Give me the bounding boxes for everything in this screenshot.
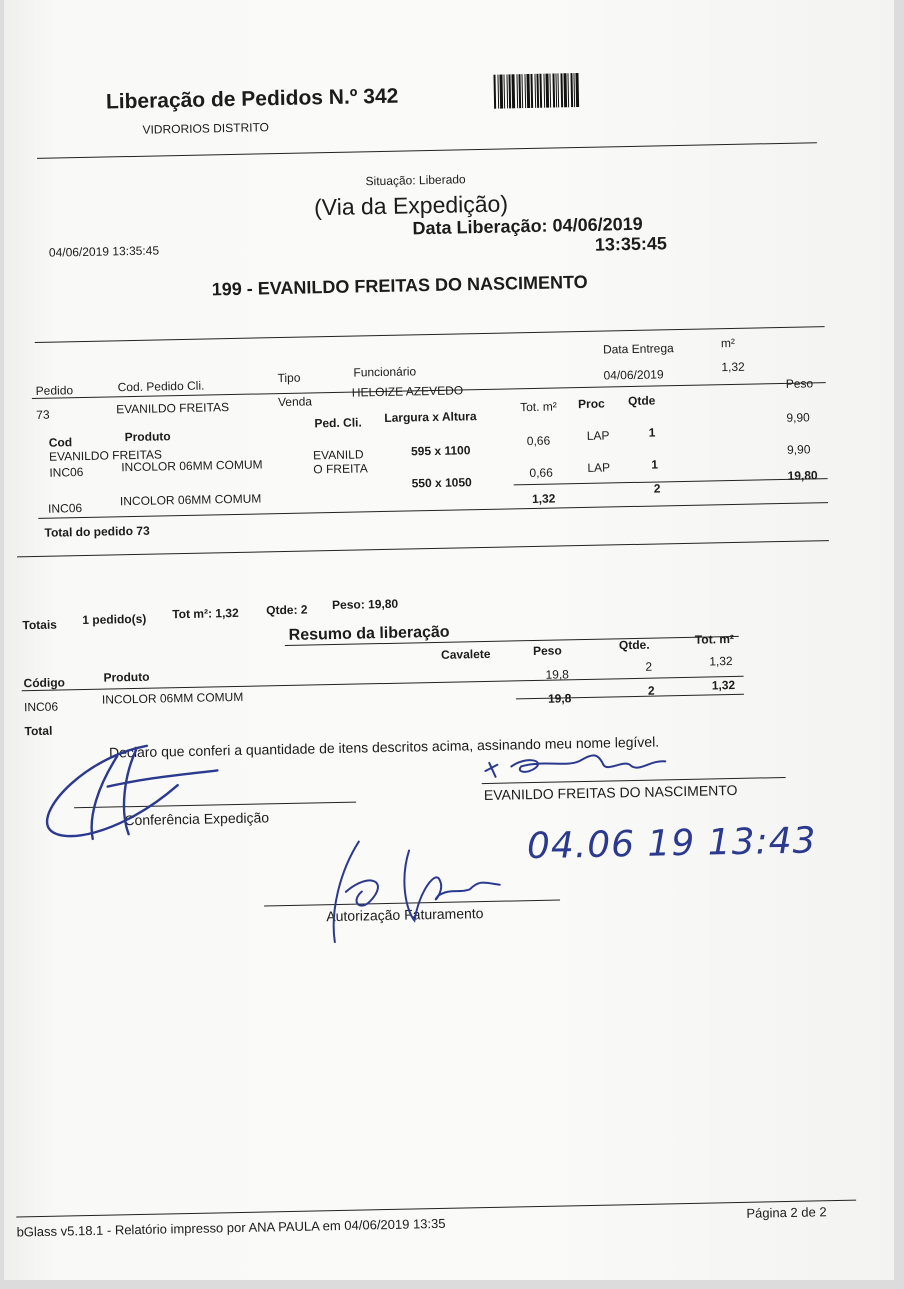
order-pedido: 73 <box>36 407 50 422</box>
item2-cod: INC06 <box>47 501 83 516</box>
resumo-col-codigo: Código <box>23 675 66 691</box>
barcode-bar <box>567 73 569 107</box>
situacao: Situação: Liberado <box>365 172 466 189</box>
item1-cod: INC06 <box>49 465 84 480</box>
totals-peso: Peso: 19,80 <box>331 596 399 613</box>
totals-qtde: Qtde: 2 <box>266 602 308 618</box>
barcode-bar <box>503 74 505 108</box>
item1-ped-cli: EVANILD O FREITA <box>312 447 368 477</box>
conferencia-signature <box>26 724 249 868</box>
header-divider <box>37 142 817 159</box>
col-pedido: Pedido <box>35 383 74 398</box>
col-tipo: Tipo <box>277 370 301 386</box>
group-label: EVANILDO FREITAS <box>48 447 163 464</box>
resumo-col-peso: Peso <box>532 643 562 659</box>
resumo-row-qtde: 2 <box>645 659 653 674</box>
order-cod-pedido-cli: EVANILDO FREITAS <box>115 400 230 417</box>
col-qtde: Qtde <box>627 393 656 409</box>
footer-divider <box>16 1200 856 1218</box>
col-m2: m² <box>720 335 736 351</box>
resumo-total-label: Total <box>24 723 53 739</box>
resumo-total-m2: 1,32 <box>711 677 736 693</box>
footer-text: bGlass v5.18.1 - Relatório impresso por ANA PAULA em 04/06/2019 13:35 <box>16 1215 446 1240</box>
client-signature <box>475 739 676 787</box>
barcode-bar <box>539 74 542 108</box>
via-expedicao: (Via da Expedição) <box>313 190 509 221</box>
barcode-bar <box>521 74 523 108</box>
item1-proc: LAP <box>586 428 610 443</box>
item2-peso: 9,90 <box>786 442 811 457</box>
totals-tot-m2: Tot m²: 1,32 <box>172 605 239 622</box>
resumo-col-cavalete: Cavalete <box>440 646 491 662</box>
col-produto: Produto <box>124 429 171 445</box>
section-divider <box>17 540 829 557</box>
declaration-text: Declaro que conferi a quantidade de itens descritos acima, assinando meu nome legível. <box>108 733 660 761</box>
data-liberacao-time: 13:35:45 <box>594 233 668 255</box>
col-peso: Peso <box>785 376 814 391</box>
barcode <box>493 73 581 109</box>
item1-tot-m2: 0,66 <box>526 433 551 449</box>
item2-proc: LAP <box>587 460 611 475</box>
resumo-row-produto: INCOLOR 06MM COMUM <box>101 689 244 707</box>
company-name: VIDRORIOS DISTRITO <box>142 120 270 137</box>
order-total-label: Total do pedido 73 <box>44 523 150 540</box>
order-m2: 1,32 <box>721 359 745 375</box>
handwritten-date: 04.06 19 13:43 <box>526 820 817 868</box>
item2-dimensions <box>412 475 472 490</box>
data-liberacao: Data Liberação: 04/06/2019 <box>412 213 643 239</box>
item2-qtde: 1 <box>651 457 659 472</box>
resumo-total-peso: 19,8 <box>547 691 572 706</box>
order-top-divider <box>35 326 825 343</box>
page-number: Página 2 de 2 <box>746 1204 827 1221</box>
resumo-title: Resumo da liberação <box>288 623 450 644</box>
barcode-bar <box>493 75 496 109</box>
document-title: Liberação de Pedidos N.º 342 <box>105 84 399 114</box>
totals-pedidos: 1 pedido(s) <box>82 611 147 628</box>
col-proc: Proc <box>577 396 605 412</box>
order-total-peso: 19,80 <box>787 468 818 483</box>
order-total-qtde: 2 <box>653 481 661 496</box>
signer-name: EVANILDO FREITAS DO NASCIMENTO <box>483 781 738 804</box>
item1-dimensions <box>411 443 471 458</box>
autorizacao-label: Autorização Faturamento <box>326 905 484 925</box>
client-name: 199 - EVANILDO FREITAS DO NASCIMENTO <box>211 271 588 300</box>
col-funcionario: Funcionário <box>353 364 417 380</box>
item2-x: x <box>434 475 442 490</box>
barcode-bar <box>575 73 579 107</box>
barcode-bar <box>511 74 515 108</box>
item1-peso: 9,90 <box>786 410 810 425</box>
item2-tot-m2: 0,66 <box>529 465 553 481</box>
order-data-entrega: 04/06/2019 <box>603 367 664 383</box>
item1-x: x <box>434 443 442 458</box>
barcode-bar <box>557 73 559 107</box>
resumo-col-qtde: Qtde. <box>618 637 650 653</box>
conferencia-label: Conferência Expedição <box>124 809 270 829</box>
document-page <box>4 0 894 1280</box>
item1-altura: 1100 <box>444 443 471 458</box>
barcode-bar <box>530 74 533 108</box>
order-total-m2: 1,32 <box>531 491 556 507</box>
resumo-col-tot-m2: Tot. m² <box>694 631 735 647</box>
resumo-row-tot-m2: 1,32 <box>709 654 733 669</box>
resumo-total-qtde: 2 <box>647 683 655 698</box>
item2-produto: INCOLOR 06MM COMUM <box>119 491 262 509</box>
item1-produto: INCOLOR 06MM COMUM <box>121 457 263 475</box>
barcode-bar <box>549 74 551 108</box>
order-funcionario: HELOIZE AZEVEDO <box>351 383 464 400</box>
col-data-entrega: Data Entrega <box>602 341 674 357</box>
totals-label: Totais <box>22 617 58 633</box>
col-cod: Cod <box>48 435 73 450</box>
print-datetime: 04/06/2019 13:35:45 <box>48 243 160 260</box>
item1-largura: 595 <box>410 444 432 459</box>
item1-qtde: 1 <box>648 425 656 440</box>
autorizacao-signature <box>309 829 511 953</box>
col-largura-altura: Largura x Altura <box>384 409 477 425</box>
order-total-divider <box>514 478 828 485</box>
item2-altura: 1050 <box>444 475 472 490</box>
col-cod-pedido-cli: Cod. Pedido Cli. <box>117 378 205 395</box>
item2-largura: 550 <box>411 476 432 491</box>
col-tot-m2: Tot. m² <box>520 399 557 415</box>
resumo-row-peso: 19,8 <box>545 667 570 682</box>
resumo-col-produto: Produto <box>103 669 150 685</box>
resumo-row-codigo: INC06 <box>23 699 59 715</box>
order-tipo: Venda <box>277 394 313 410</box>
col-ped-cli: Ped. Cli. <box>314 415 362 431</box>
